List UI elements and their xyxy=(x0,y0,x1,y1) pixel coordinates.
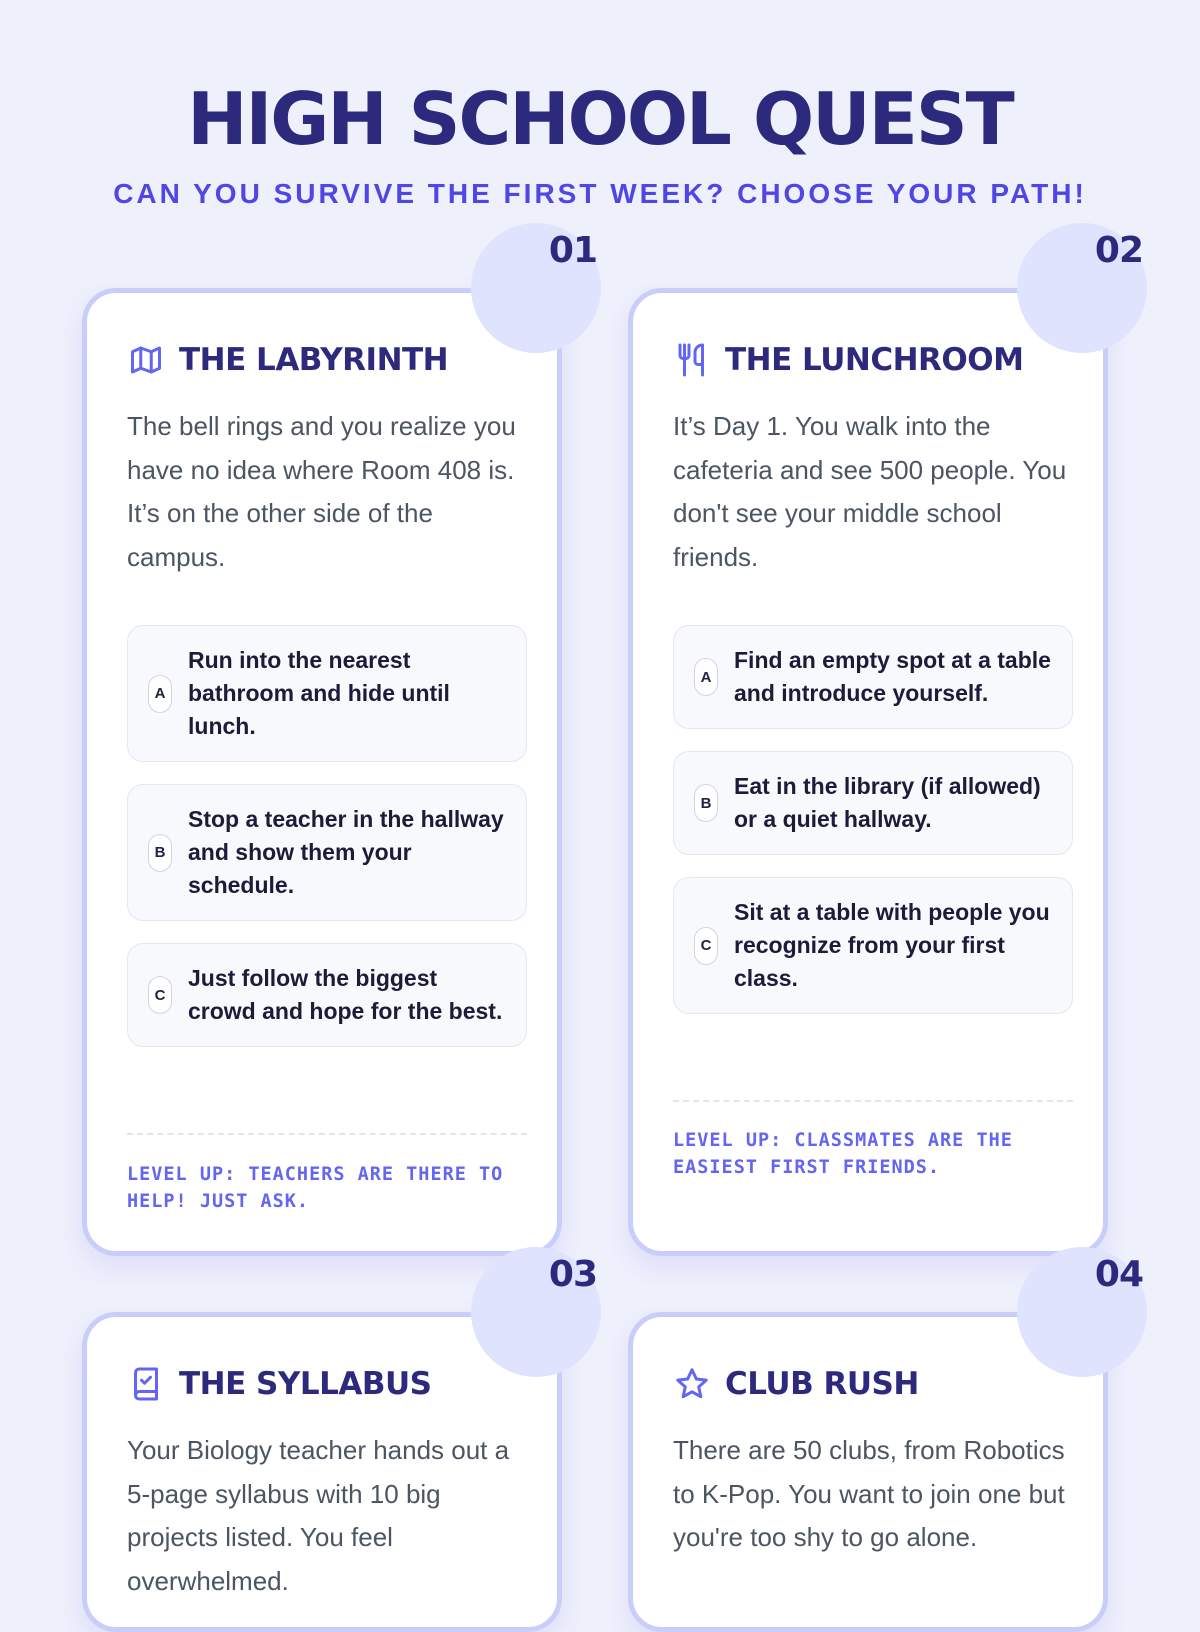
map-icon xyxy=(127,341,165,379)
card-story: There are 50 clubs, from Robotics to K-Pop. You want to join one but you're too shy to go alone. xyxy=(673,1435,1065,1552)
quest-card-lunchroom xyxy=(628,230,1143,1256)
card-number: 02 xyxy=(1094,230,1143,271)
page-header xyxy=(0,72,1200,212)
choice-option-b[interactable] xyxy=(673,751,1073,855)
card-story: It’s Day 1. You walk into the cafeteria and see 500 people. You don't see your middle school friends. xyxy=(673,411,1067,572)
choice-list xyxy=(673,625,1073,1036)
choice-option-a[interactable] xyxy=(127,625,527,762)
choice-text: Find an empty spot at a table and introduce yourself. xyxy=(734,647,1051,706)
choice-text: Stop a teacher in the hallway and show them your schedule. xyxy=(188,806,504,898)
card-number-badge xyxy=(471,223,601,353)
level-up-tip: LEVEL UP: TEACHERS ARE THERE TO HELP! JUST ASK. xyxy=(127,1164,504,1212)
book-check-icon xyxy=(127,1365,165,1403)
card-header xyxy=(127,337,448,383)
choice-option-a[interactable] xyxy=(673,625,1073,729)
choice-letter: B xyxy=(148,834,172,872)
choice-option-b[interactable] xyxy=(127,784,527,921)
choice-text: Run into the nearest bathroom and hide until lunch. xyxy=(188,647,450,739)
card-header xyxy=(673,1361,919,1407)
card-number: 01 xyxy=(548,230,597,271)
choice-option-c[interactable] xyxy=(673,877,1073,1014)
choice-letter: A xyxy=(694,658,718,696)
choice-text: Just follow the biggest crowd and hope for the best. xyxy=(188,965,503,1024)
choice-letter: B xyxy=(694,784,718,822)
star-icon xyxy=(673,1365,711,1403)
quest-card-syllabus xyxy=(82,1254,597,1632)
page-title: HIGH SCHOOL QUEST xyxy=(187,77,1013,161)
card-number-badge xyxy=(1017,1247,1147,1377)
card-header xyxy=(673,337,1023,383)
card-divider xyxy=(673,1100,1073,1102)
card-story: The bell rings and you realize you have no idea where Room 408 is. It’s on the other side of the campus. xyxy=(127,411,516,572)
level-up-tip: LEVEL UP: CLASSMATES ARE THE EASIEST FIRST FRIENDS. xyxy=(673,1130,1013,1178)
card-title: THE LUNCHROOM xyxy=(725,342,1024,378)
card-number-badge xyxy=(1017,223,1147,353)
card-number-badge xyxy=(471,1247,601,1377)
card-title: THE SYLLABUS xyxy=(179,1366,432,1402)
choice-list xyxy=(127,625,527,1069)
choice-letter: A xyxy=(148,675,172,713)
card-divider xyxy=(127,1133,527,1135)
choice-letter: C xyxy=(694,927,718,965)
quest-card-club-rush xyxy=(628,1254,1143,1632)
choice-text: Sit at a table with people you recognize from your first class. xyxy=(734,899,1050,991)
card-title: THE LABYRINTH xyxy=(179,342,449,378)
card-header xyxy=(127,1361,431,1407)
choice-text: Eat in the library (if allowed) or a quiet hallway. xyxy=(734,773,1041,832)
utensils-icon xyxy=(673,341,711,379)
card-story: Your Biology teacher hands out a 5-page syllabus with 10 big projects listed. You feel overwhelmed. xyxy=(127,1435,510,1596)
choice-option-c[interactable] xyxy=(127,943,527,1047)
card-title: CLUB RUSH xyxy=(725,1366,919,1402)
quest-card-labyrinth xyxy=(82,230,597,1256)
card-number: 04 xyxy=(1094,1254,1143,1295)
card-number: 03 xyxy=(548,1254,597,1295)
choice-letter: C xyxy=(148,976,172,1014)
page-subtitle: CAN YOU SURVIVE THE FIRST WEEK? CHOOSE YOUR PATH! xyxy=(113,178,1087,209)
